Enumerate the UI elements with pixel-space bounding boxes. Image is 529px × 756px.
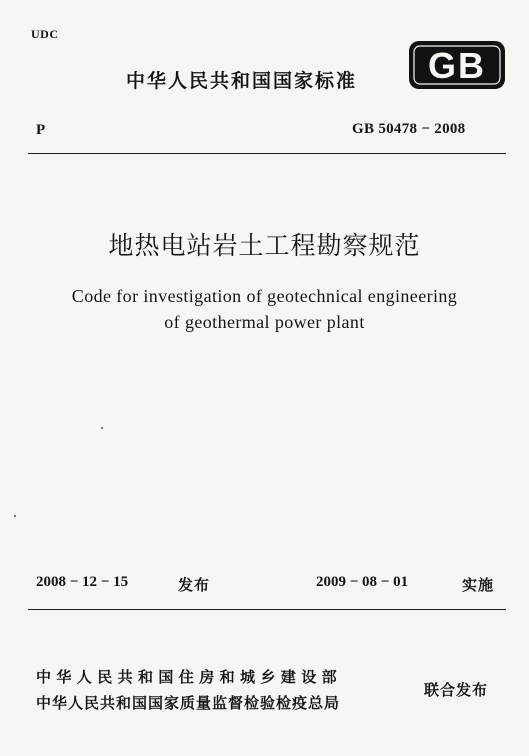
title-english-line-1: Code for investigation of geotechnical engineering	[71, 286, 458, 306]
top-divider	[28, 153, 506, 154]
bottom-divider	[28, 609, 506, 610]
issuer-ministry-housing: 中华人民共和国住房和城乡建设部	[36, 668, 343, 686]
standard-type-heading: 中华人民共和国国家标准	[126, 70, 358, 92]
gb-logo-text: GB	[428, 45, 486, 86]
joint-issue-label: 联合发布	[424, 681, 489, 699]
gb-logo	[408, 40, 506, 90]
issue-date: 2008 − 12 − 15	[36, 574, 129, 590]
category-code: P	[36, 122, 46, 138]
udc-label: UDC	[31, 27, 59, 41]
implementation-date: 2009 − 08 − 01	[316, 574, 409, 590]
issue-label: 发布	[178, 576, 211, 594]
paper-speck	[101, 427, 103, 429]
standard-number: GB 50478 − 2008	[352, 121, 466, 137]
implementation-label: 实施	[462, 576, 495, 594]
title-english-line-2: of geothermal power plant	[164, 312, 365, 332]
issuer-aqsiq: 中华人民共和国国家质量监督检验检疫总局	[36, 694, 341, 712]
title-english	[0, 283, 529, 335]
title-chinese: 地热电站岩土工程勘察规范	[108, 231, 421, 260]
paper-speck	[14, 515, 16, 517]
